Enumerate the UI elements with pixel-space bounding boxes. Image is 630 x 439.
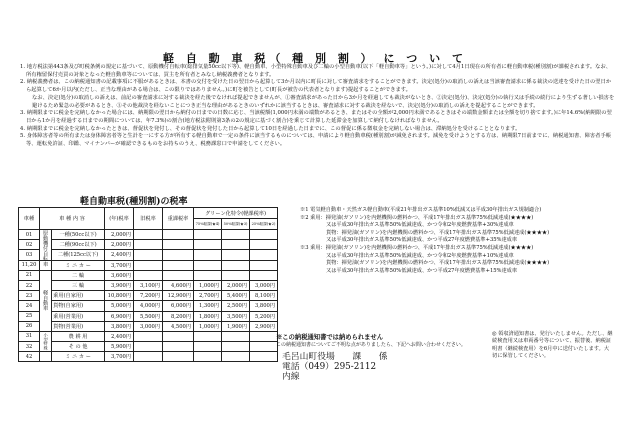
table-row [19, 250, 278, 260]
cell-name: 二種(125cc以下) [52, 250, 105, 260]
cell-green-3: 2,900円 [250, 321, 278, 331]
cell-initial [134, 250, 163, 260]
cell-initial [134, 230, 163, 240]
cell-heavy [163, 250, 194, 260]
cell-green-1 [194, 331, 222, 341]
cell-green-1: 2,700円 [194, 291, 222, 301]
right-note-line: ※2 乗用：揮発油(ガソリン)を内燃機関の燃料かつ、平成17年排出ガス基準75%低減達成(★★★★) [300, 214, 534, 221]
cell-initial: 7,200円 [134, 291, 163, 301]
cell-green-3 [250, 230, 278, 240]
cell-green-3: 3,800円 [250, 301, 278, 311]
receipt-note: ◎ 領収済通知書は、発行いたしません。ただし、継続検査用又は車両番号等について、振替後、納税証明書（継続検査用）を6月中に送付いたします。大切に保管してください。 [492, 331, 613, 360]
header-green: グリーン化特令(軽課税率) [194, 208, 278, 219]
header-code: 車種 [19, 208, 40, 230]
cell-heavy: 12,900円 [163, 291, 194, 301]
cell-heavy [163, 260, 194, 270]
cell-green-2 [222, 250, 250, 260]
cell-initial [134, 352, 163, 362]
table-row [19, 270, 278, 280]
right-note-line: 又は平成30年排出ガス基準50%低減達成、かつ令和2年度燃費基準+10%達成車 [326, 252, 514, 259]
cell-code: 25 [19, 311, 40, 321]
cell-green-2: 2,000円 [222, 280, 250, 290]
cell-code: 21 [19, 270, 40, 280]
cell-code: 26 [19, 321, 40, 331]
note-2-detail: なお、決定(処分)の取消しの訴えは、前記の審査請求に対する裁決を経た後でなければ提起できませんが、①審査請求があった日から3か月を経過しても裁決がないとき、②決定(処分)、決定(処分)の執行又は手続の続行により生ずる著しい損害を避けるため緊急の必要があるとき、③その他裁決を経ないことにつき正当な理由があるときのいずれかに該当するときは、審査請求に対する裁決を経ないで、決定(処分)の取消しの訴えを提起することができます。 [32, 94, 615, 109]
cell-current: 5,900円 [105, 342, 134, 352]
cell-code: 42 [19, 352, 40, 362]
cell-current: 10,800円 [105, 291, 134, 301]
cell-name: 農 耕 用 [52, 331, 105, 341]
cell-heavy [163, 230, 194, 240]
cell-current: 2,400円 [105, 331, 134, 341]
cell-current: 3,700円 [105, 352, 134, 362]
cell-name: 乗用(自家用) [52, 291, 105, 301]
cell-current: 2,400円 [105, 250, 134, 260]
cell-green-3: 3,000円 [250, 280, 278, 290]
cell-green-3 [250, 260, 278, 270]
cell-current: 3,600円 [105, 270, 134, 280]
cell-initial [134, 270, 163, 280]
cell-green-2 [222, 230, 250, 240]
cell-green-2 [222, 260, 250, 270]
cell-green-2 [222, 352, 250, 362]
cell-green-1: 1,300円 [194, 301, 222, 311]
cell-green-3 [250, 352, 278, 362]
not-payable-notice: ※この納税通知書では納められません [276, 334, 384, 341]
cell-name: 乗用(営業用) [52, 311, 105, 321]
cell-initial: 4,000円 [134, 301, 163, 311]
right-notes [300, 207, 615, 275]
office-contact [282, 352, 388, 382]
cell-current: 2,000円 [105, 230, 134, 240]
cell-code: 23 [19, 291, 40, 301]
cell-green-3 [250, 250, 278, 260]
cell-initial: 3,100円 [134, 280, 163, 290]
cell-green-3 [250, 240, 278, 250]
group-moped: 原動機付自転車 [40, 230, 52, 261]
cell-name: 三 輪 [52, 280, 105, 290]
note-3: 3. 納期限までに税金を完納しなかった場合には、納期限の翌日から納付の日までの日数に応じ、当該税額(1,000円未満の端数があるとき、またはその全額が2,000円未満であるときはその端数金額または全額を切り捨てます。)に年14.6%(納期限の翌日から1か月を経過する日までの期間については、年7.3%)の割合(地方税法附則第3条の2の規定に基づく割合)を乗じて計算した延滞金を加算して納付しなければなりません。 [20, 110, 612, 124]
cell-name: 貨物(営業用) [52, 321, 105, 331]
table-row [19, 342, 278, 352]
cell-code: 24 [19, 301, 40, 311]
cell-green-2: 3,500円 [222, 311, 250, 321]
cell-heavy [163, 270, 194, 280]
cell-heavy: 4,500円 [163, 321, 194, 331]
table-row [19, 301, 278, 311]
cell-green-2 [222, 240, 250, 250]
cell-name: 貨物(自家用) [52, 301, 105, 311]
cell-green-3 [250, 270, 278, 280]
cell-green-2 [222, 270, 250, 280]
cell-current: 3,900円 [105, 280, 134, 290]
cell-initial [134, 240, 163, 250]
header-initial: 旧税率 [134, 208, 163, 230]
note-1: 1. 地方税法第443条及び町税条例の規定に基づいて、原動機付自転車(総排気量50cc以下等)、軽自動車、小型特殊自動車及び二輪の小型自動車(以下「軽自動車等」という。)に対して4月1日現在の所有者に軽自動車税(種別割)が課税されます。なお、所有権留保付売買の対象となった軽自動車等については、買主を所有者とみなし納税義務者となります。 [20, 64, 612, 78]
notes-section [20, 64, 616, 149]
cell-code: 32 [19, 342, 40, 352]
cell-green-3 [250, 342, 278, 352]
table-row [19, 230, 278, 240]
cell-code: 02 [19, 240, 40, 250]
right-note-line: 又は平成30年排出ガス基準50%低減達成、かつ平成27年度燃費基準+35%達成車 [326, 237, 518, 244]
document-title: 軽 自 動 車 税（ 種 別 割 ） に つ い て [163, 52, 467, 65]
inquiry-note: この納税通知書についてご不明な点がありましたら、下記へお問い合わせください。 [276, 342, 466, 348]
table-row [19, 321, 278, 331]
cell-heavy: 6,000円 [163, 301, 194, 311]
cell-green-1: 1,000円 [194, 280, 222, 290]
cell-code: 01 [19, 230, 40, 240]
table-header-row [19, 208, 278, 219]
cell-green-2 [222, 331, 250, 341]
cell-code: 11,20 [19, 260, 40, 270]
cell-name: 二 輪 [52, 270, 105, 280]
right-note-line: 貨物：揮発油(ガソリン)を内燃機関の燃料かつ、平成17年排出ガス基準75%低減達成(★★★★) [326, 260, 550, 267]
cell-green-1 [194, 270, 222, 280]
cell-heavy [163, 331, 194, 341]
header-name: 車 種 内 容 [40, 208, 105, 230]
cell-name: ミ ニ カ ー [52, 352, 105, 362]
group-kei: 軽自動車 [40, 270, 52, 331]
header-green-2: 50%軽課(★3) [222, 219, 250, 230]
cell-initial: 3,000円 [134, 321, 163, 331]
group-empty [40, 352, 52, 362]
cell-current: 3,800円 [105, 321, 134, 331]
right-note-line: 貨物：揮発油(ガソリン)を内燃機関の燃料かつ、平成17年排出ガス基準75%低減達成(★★★★) [326, 229, 550, 236]
office-phone: 電話（049）295-2112 [282, 362, 377, 372]
table-row [19, 352, 278, 362]
cell-heavy: 8,200円 [163, 311, 194, 321]
table-row [19, 291, 278, 301]
cell-initial: 5,500円 [134, 311, 163, 321]
cell-current: 6,900円 [105, 311, 134, 321]
cell-initial [134, 342, 163, 352]
right-note-line: 又は平成30年排出ガス基準50%低減達成、かつ令和2年度燃費基準+30%達成車 [326, 222, 514, 229]
cell-heavy [163, 352, 194, 362]
right-note-line: ※3 乗用：揮発油(ガソリン)を内燃機関の燃料かつ、平成17年排出ガス基準75%低減達成(★★★★) [300, 244, 534, 251]
cell-heavy: 4,600円 [163, 280, 194, 290]
cell-name: ミ ニ カ ー [52, 260, 105, 270]
table-row [19, 240, 278, 250]
office-name: 毛呂山町役場 課 係 [282, 352, 388, 362]
cell-code: 31 [19, 331, 40, 341]
cell-heavy [163, 342, 194, 352]
table-row [19, 311, 278, 321]
cell-green-1: 1,000円 [194, 321, 222, 331]
cell-green-1 [194, 342, 222, 352]
rates-table [18, 207, 278, 362]
cell-green-1 [194, 230, 222, 240]
cell-green-1 [194, 260, 222, 270]
right-note-line: 又は平成30年排出ガス基準50%低減達成、かつ平成27年度燃費基準+15%達成車 [326, 267, 518, 274]
cell-green-1 [194, 240, 222, 250]
rates-table-body [19, 230, 278, 362]
cell-green-2: 1,900円 [222, 321, 250, 331]
cell-green-2 [222, 342, 250, 352]
cell-green-2: 5,400円 [222, 291, 250, 301]
header-current: (年)税率 [105, 208, 134, 230]
note-5: 5. 身体障害者等の所有または身体障害者等と生計を一にする方が所有する軽自動車で一定の条件に該当するものについては、申請により軽自動車税(種別割)が減免されます。減免を受けようとする方は、納期限7日前までに、納税通知書、障害者手帳等、運転免許証、印鑑、マイナンバーが確認できるものをお持ちのうえ、税務課窓口で申請をしてください。 [20, 133, 612, 148]
cell-green-1 [194, 352, 222, 362]
cell-name: 一種(50cc以下) [52, 230, 105, 240]
cell-code: 03 [19, 250, 40, 260]
cell-initial [134, 260, 163, 270]
cell-initial [134, 331, 163, 341]
cell-green-2: 2,500円 [222, 301, 250, 311]
cell-green-3: 5,200円 [250, 311, 278, 321]
cell-green-1: 1,800円 [194, 311, 222, 321]
office-extension: 内線 [282, 372, 300, 382]
table-row [19, 280, 278, 290]
rates-title: 軽自動車税(種別割)の税率 [80, 197, 188, 207]
cell-green-1 [194, 250, 222, 260]
note-2: 2. 納税義務者は、この納税通知書の記載事項に不服があるときは、本書の交付を受けた日の翌日から起算して3か月以内に町長に対して審査請求をすることができます。決定(処分)の取消しの訴えは当該審査請求に係る裁決の送達を受けた日の翌日から起算して6か月以内(ただし、正当な理由がある場合は、この限りではありません。)に町を被告として(町長が被告の代表者となります)提起することができます。 [20, 79, 612, 94]
cell-name: そ の 他 [52, 342, 105, 352]
table-row [19, 260, 278, 270]
cell-current: 3,700円 [105, 260, 134, 270]
header-green-3: 25%軽課(★2) [250, 219, 278, 230]
right-note-line: ※1 電気軽自動車・天然ガス軽自動車(平成21年排出ガス基準10%低減又は平成30年排出ガス規制適合) [300, 207, 542, 213]
header-green-1: 75%軽課(★4) [194, 219, 222, 230]
note-4: 4. 納期限までに税金を完納しなかったときは、督促状を発付し、その督促状を発付した日から起算して10日を経過した日までに、この督促に係る徴収金を完納しない場合は、滞納処分を受けることとなります。 [20, 125, 521, 132]
group-small: 小型特殊 [40, 331, 52, 351]
cell-green-3 [250, 331, 278, 341]
cell-heavy [163, 240, 194, 250]
cell-current: 5,000円 [105, 301, 134, 311]
cell-name: 二種(90cc以下) [52, 240, 105, 250]
cell-current: 2,000円 [105, 240, 134, 250]
cell-green-3: 8,100円 [250, 291, 278, 301]
table-row [19, 331, 278, 341]
cell-code: 22 [19, 280, 40, 290]
header-heavy: 重課税率 [163, 208, 194, 230]
